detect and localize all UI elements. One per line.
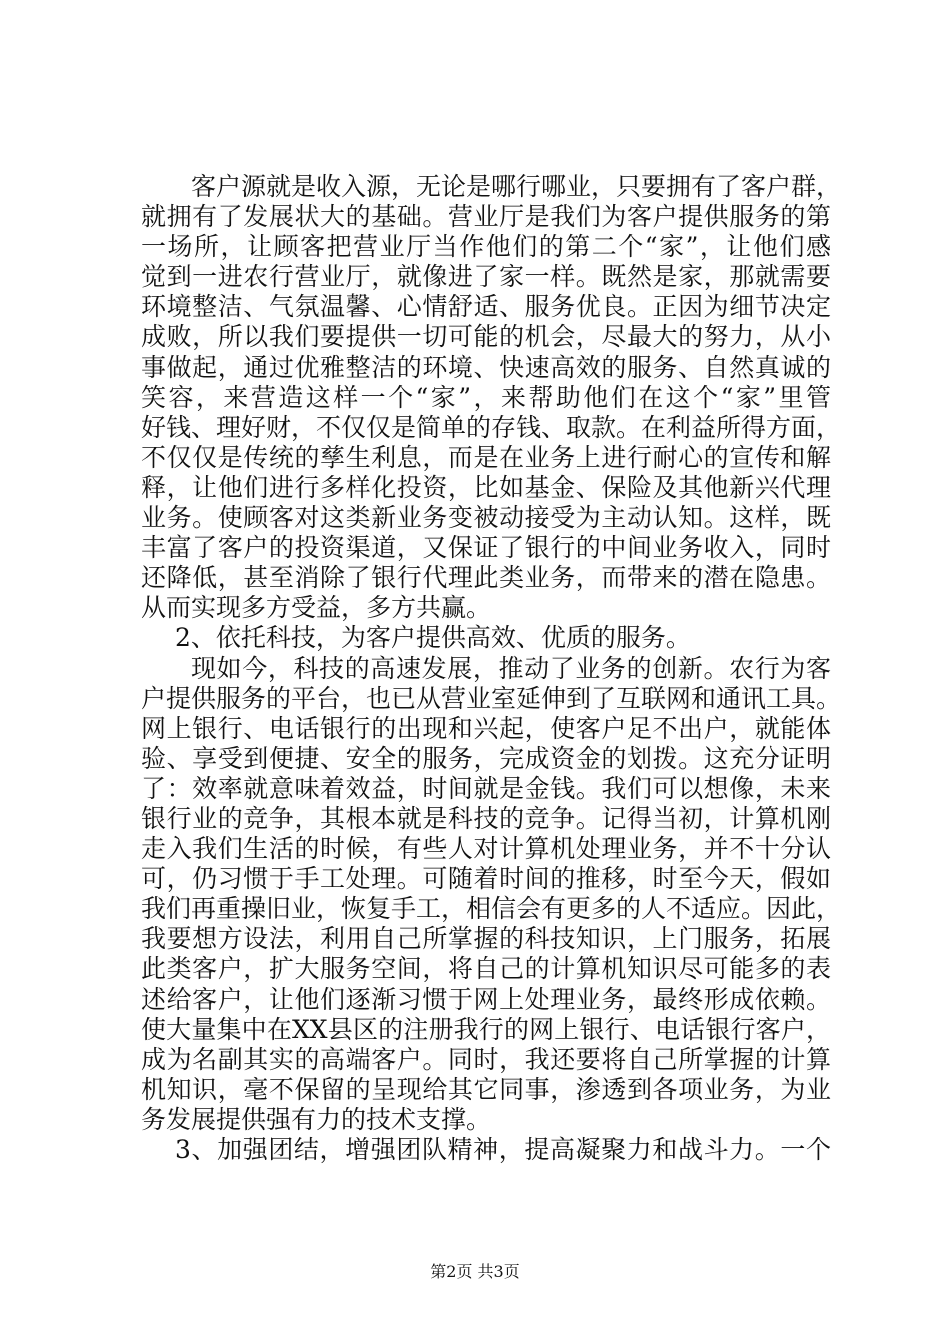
paragraph-2-line-3: 网上银行、电话银行的出现和兴起，使客户足不出户，就能体: [141, 713, 831, 743]
paragraph-1-line-14: 还降低，甚至消除了银行代理此类业务，而带来的潜在隐患。: [141, 563, 831, 593]
paragraph-1-line-1: 客户源就是收入源，无论是哪行哪业，只要拥有了客户群，: [191, 172, 842, 201]
paragraph-2-line-5: 了：效率就意味着效益，时间就是金钱。我们可以想像，未来: [141, 773, 831, 803]
paragraph-2-line-6: 银行业的竞争，其根本就是科技的竞争。记得当初，计算机刚: [141, 803, 831, 833]
paragraph-2-line-15: 机知识，毫不保留的呈现给其它同事，渗透到各项业务，为业: [141, 1074, 831, 1104]
paragraph-1-line-4: 觉到一进农行营业厅，就像进了家一样。既然是家，那就需要: [141, 262, 831, 292]
paragraph-2-line-11: 此类客户，扩大服务空间，将自己的计算机知识尽可能多的表: [141, 954, 831, 984]
paragraph-2-line-14: 成为名副其实的高端客户。同时，我还要将自己所掌握的计算: [141, 1044, 831, 1074]
paragraph-1-line-11: 释，让他们进行多样化投资，比如基金、保险及其他新兴代理: [141, 472, 831, 502]
paragraph-2-line-1: 现如今，科技的高速发展，推动了业务的创新。农行为客: [191, 653, 831, 683]
section-heading-3: 3、加强团结，增强团队精神，提高凝聚力和战斗力。一个: [175, 1135, 831, 1164]
paragraph-2-line-7: 走入我们生活的时候，有些人对计算机处理业务，并不十分认: [141, 834, 831, 864]
paragraph-2-line-10: 我要想方设法，利用自己所掌握的科技知识，上门服务，拓展: [141, 924, 831, 954]
paragraph-1-line-6: 成败，所以我们要提供一切可能的机会，尽最大的努力，从小: [141, 322, 831, 352]
paragraph-1-line-15: 从而实现多方受益，多方共赢。: [141, 593, 492, 623]
paragraph-2-line-16: 务发展提供强有力的技术支撑。: [141, 1104, 492, 1134]
page-number-footer: 第2页 共3页: [430, 1262, 520, 1281]
paragraph-1-line-13: 丰富了客户的投资渠道，又保证了银行的中间业务收入，同时: [141, 533, 831, 563]
paragraph-1-line-5: 环境整洁、气氛温馨、心情舒适、服务优良。正因为细节决定: [141, 292, 831, 322]
paragraph-2-line-8: 可，仍习惯于手工处理。可随着时间的推移，时至今天，假如: [141, 864, 831, 894]
paragraph-2-line-13: 使大量集中在XX县区的注册我行的网上银行、电话银行客户，: [141, 1014, 831, 1044]
paragraph-1-line-7: 事做起，通过优雅整洁的环境、快速高效的服务、自然真诚的: [141, 352, 831, 382]
paragraph-1-line-9: 好钱、理好财，不仅仅是简单的存钱、取款。在利益所得方面，: [141, 412, 842, 442]
paragraph-2-line-9: 我们再重操旧业，恢复手工，相信会有更多的人不适应。因此，: [141, 894, 842, 924]
paragraph-2-line-2: 户提供服务的平台，也已从营业室延伸到了互联网和通讯工具。: [141, 683, 842, 713]
paragraph-1-line-3: 一场所，让顾客把营业厅当作他们的第二个“家”，让他们感: [141, 232, 831, 262]
paragraph-2-line-4: 验、享受到便捷、安全的服务，完成资金的划拨。这充分证明: [141, 743, 831, 773]
paragraph-1-line-8: 笑容，来营造这样一个“家”，来帮助他们在这个“家”里管: [141, 382, 831, 412]
paragraph-1-line-2: 就拥有了发展状大的基础。营业厅是我们为客户提供服务的第: [141, 202, 831, 232]
section-heading-2: 2、依托科技，为客户提供高效、优质的服务。: [175, 623, 691, 653]
document-body: [141, 172, 842, 1165]
paragraph-1-line-12: 业务。使顾客对这类新业务变被动接受为主动认知。这样，既: [141, 503, 831, 533]
paragraph-1-line-10: 不仅仅是传统的孳生利息，而是在业务上进行耐心的宣传和解: [141, 442, 831, 472]
paragraph-2-line-12: 述给客户，让他们逐渐习惯于网上处理业务，最终形成依赖。: [141, 984, 831, 1014]
